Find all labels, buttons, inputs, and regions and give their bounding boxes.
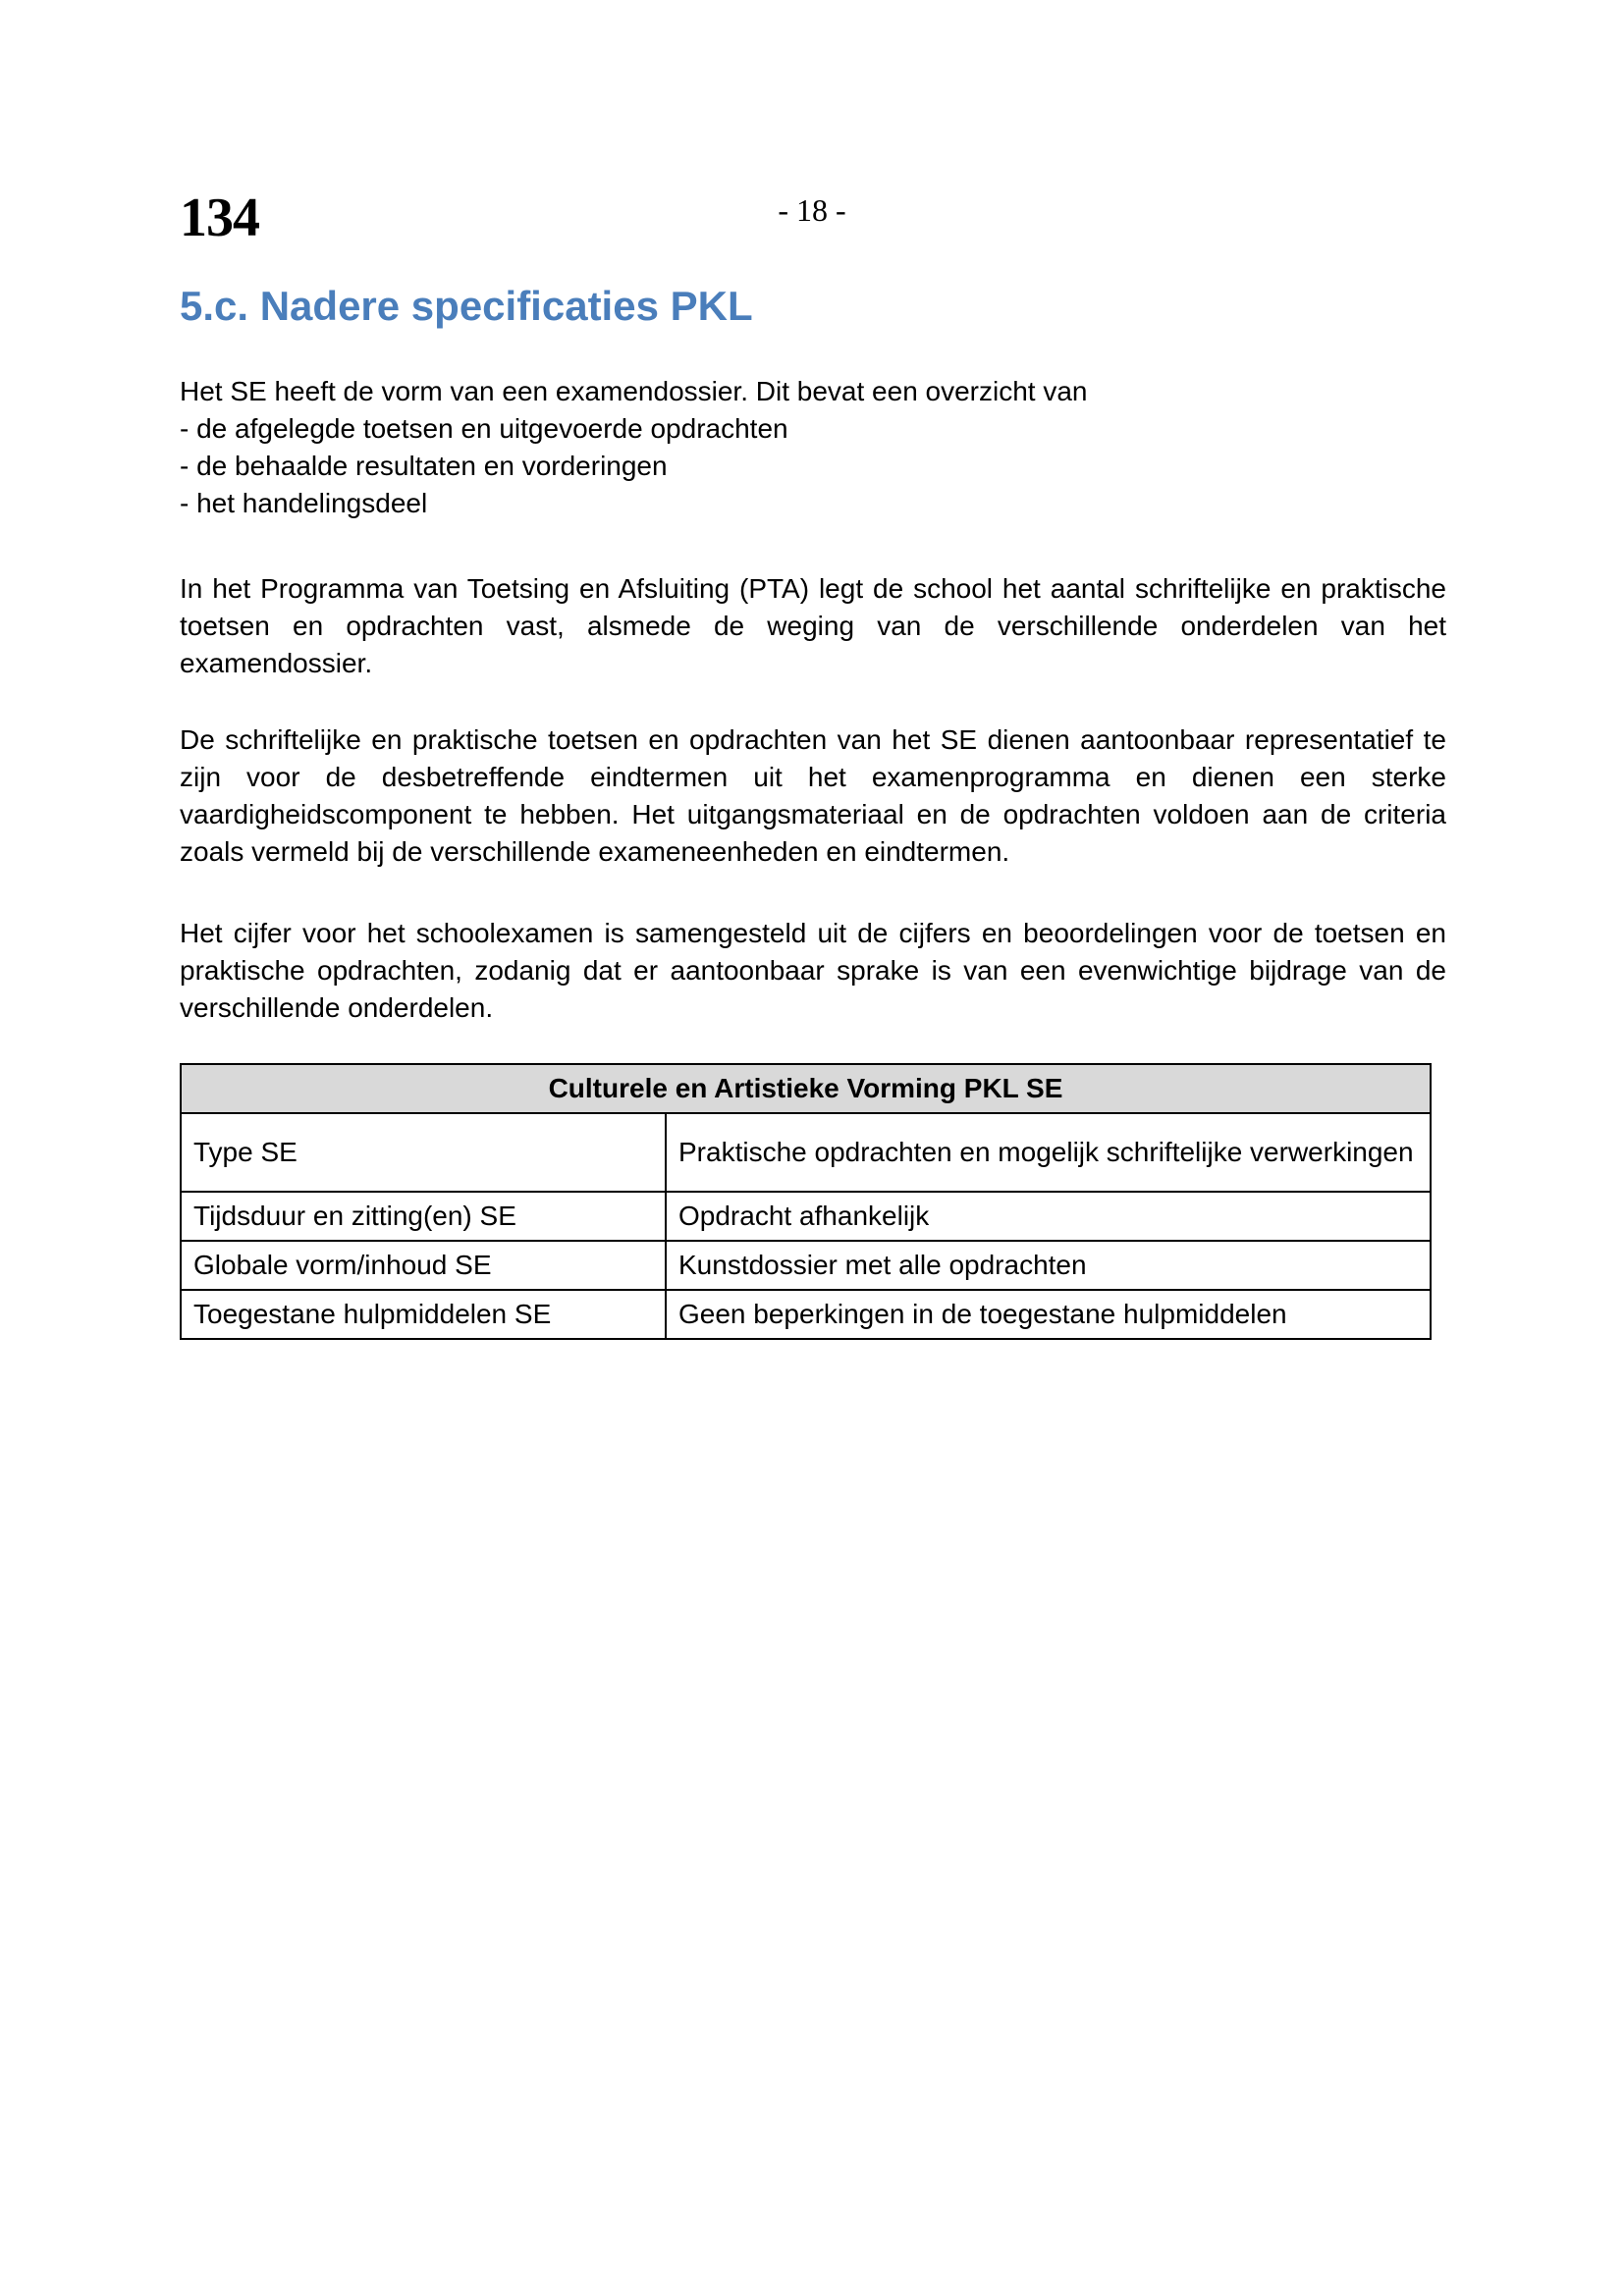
row-value-hulpmiddelen: Geen beperkingen in de toegestane hulpmiddelen [666,1290,1431,1339]
intro-item-2: - de behaalde resultaten en vorderingen [180,451,668,481]
row-value-globale-vorm: Kunstdossier met alle opdrachten [666,1241,1431,1290]
row-value-tijdsduur: Opdracht afhankelijk [666,1192,1431,1241]
spec-table-title: Culturele en Artistieke Vorming PKL SE [181,1064,1431,1113]
paragraph-representatief: De schriftelijke en praktische toetsen en opdrachten van het SE dienen aantoonbaar representatief te zijn voor de desbetreffende eindtermen uit het examenprogramma en dienen een sterke vaardigheidscomponent te hebben. Het uitgangsmateriaal en de opdrachten voldoen aan de criteria zoals vermeld bij de verschillende exameneenheden en eindtermen. [180,724,1446,867]
spec-table [180,1063,1432,1340]
intro-item-1: - de afgelegde toetsen en uitgevoerde opdrachten [180,413,788,444]
row-label-hulpmiddelen: Toegestane hulpmiddelen SE [181,1290,666,1339]
table-row [181,1192,1431,1241]
table-row [181,1290,1431,1339]
page-number: - 18 - [778,192,846,228]
section-heading: 5.c. Nadere specificaties PKL [180,283,753,329]
table-row [181,1113,1431,1192]
intro-item-3: - het handelingsdeel [180,488,428,518]
paragraph-schoolexamen-cijfer: Het cijfer voor het schoolexamen is samengesteld uit de cijfers en beoordelingen voor de toetsen en praktische opdrachten, zodanig dat er aantoonbaar sprake is van een evenwichtige bijdrage van de verschillende onderdelen. [180,918,1446,1023]
page-content [180,0,1446,1340]
row-value-type-se: Praktische opdrachten en mogelijk schriftelijke verwerkingen [666,1113,1431,1192]
row-label-type-se: Type SE [181,1113,666,1192]
folio-number: 134 [180,187,259,248]
intro-lead: Het SE heeft de vorm van een examendossier. Dit bevat een overzicht van [180,376,1088,406]
table-row [181,1241,1431,1290]
paragraph-pta: In het Programma van Toetsing en Afsluiting (PTA) legt de school het aantal schriftelijke en praktische toetsen en opdrachten vast, alsmede de weging van de verschillende onderdelen van het examendossier. [180,573,1446,678]
spec-table-title-row [181,1064,1431,1113]
intro-paragraph [180,373,1446,522]
row-label-globale-vorm: Globale vorm/inhoud SE [181,1241,666,1290]
row-label-tijdsduur: Tijdsduur en zitting(en) SE [181,1192,666,1241]
